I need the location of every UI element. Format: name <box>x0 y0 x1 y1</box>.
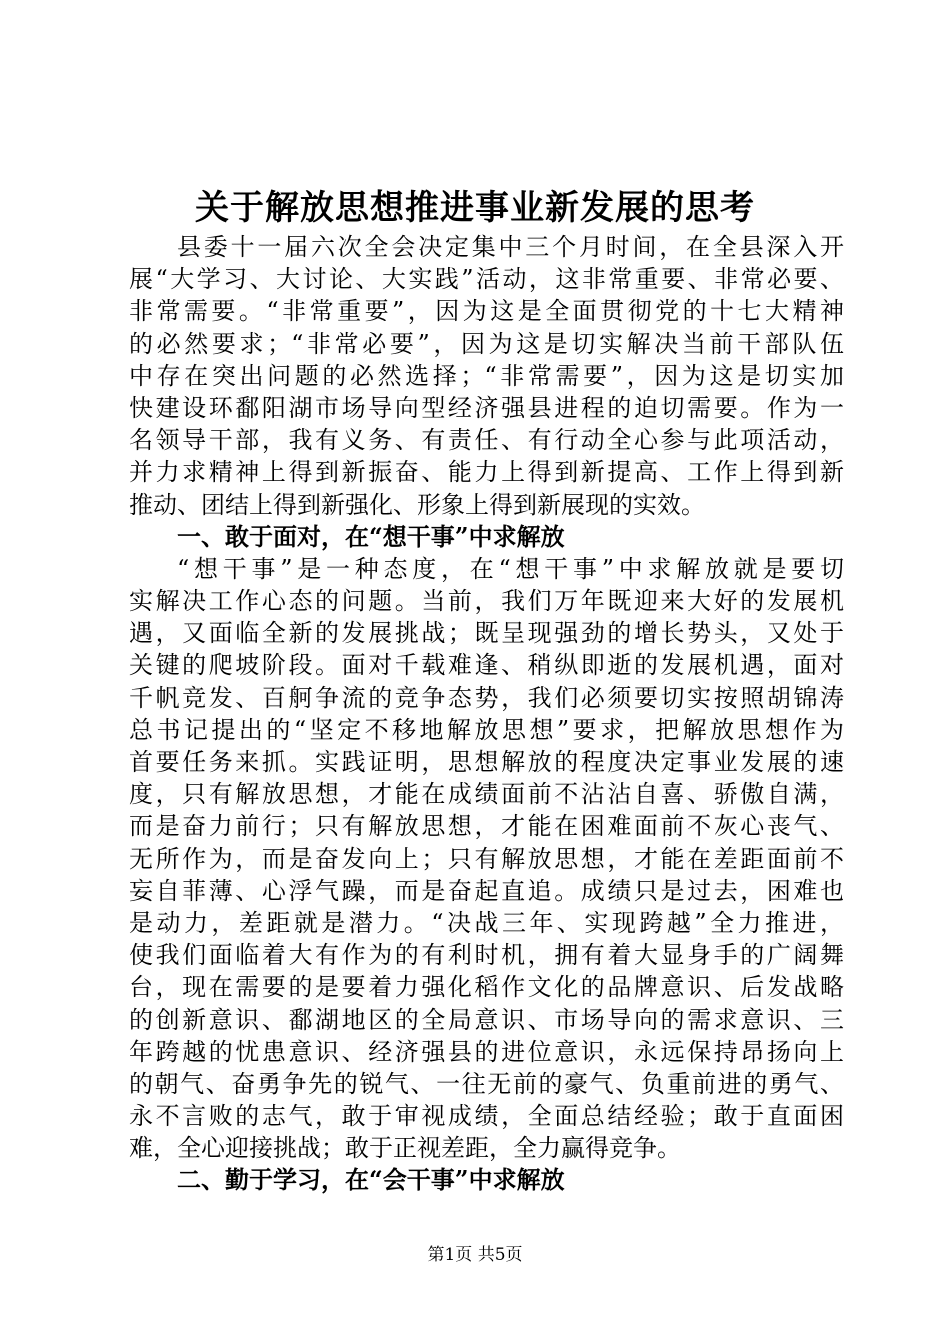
section-heading-1: 一、敢于面对，在“想干事”中求解放 <box>177 521 565 551</box>
section1-line: 首要任务来抓。实践证明，思想解放的程度决定事业发展的速 <box>129 748 844 776</box>
intro-line: 名领导干部，我有义务、有责任、有行动全心参与此项活动， <box>129 426 844 455</box>
intro-line: 中存在突出问题的必然选择；“非常需要”，因为这是切实加 <box>129 361 844 390</box>
section1-line: 难，全心迎接挑战；敢于正视差距，全力赢得竞争。 <box>129 1134 681 1163</box>
section1-line: 的朝气、奋勇争先的锐气、一往无前的豪气、负重前进的勇气、 <box>129 1069 844 1098</box>
section1-line: 实解决工作心态的问题。当前，我们万年既迎来大好的发展机 <box>129 587 844 616</box>
section-heading-2: 二、勤于学习，在“会干事”中求解放 <box>177 1165 565 1195</box>
section1-line: 遇，又面临全新的发展挑战；既呈现强劲的增长势头，又处于 <box>129 619 844 648</box>
intro-line: 县委十一届六次全会决定集中三个月时间，在全县深入开 <box>177 233 844 261</box>
intro-line: 推动、团结上得到新强化、形象上得到新展现的实效。 <box>129 490 705 519</box>
intro-line: 非常需要。“非常重要”，因为这是全面贯彻党的十七大精神 <box>129 297 844 326</box>
section1-line: 度，只有解放思想，才能在成绩面前不沾沾自喜、骄傲自满， <box>129 780 844 809</box>
intro-line: 展“大学习、大讨论、大实践”活动，这非常重要、非常必要、 <box>129 265 844 294</box>
section1-line: 而是奋力前行；只有解放思想，才能在困难面前不灰心丧气、 <box>129 812 844 841</box>
section1-line: 是动力，差距就是潜力。“决战三年、实现跨越”全力推进， <box>129 908 844 937</box>
section1-line: 无所作为，而是奋发向上；只有解放思想，才能在差距面前不 <box>129 844 844 873</box>
section1-line: 年跨越的忧患意识、经济强县的进位意识，永远保持昂扬向上 <box>129 1037 844 1066</box>
section1-line: 永不言败的志气，敢于审视成绩，全面总结经验；敢于直面困 <box>129 1102 844 1131</box>
document-title: 关于解放思想推进事业新发展的思考 <box>195 188 755 228</box>
section1-line: 妄自菲薄、心浮气躁，而是奋起直追。成绩只是过去，困难也 <box>129 876 844 905</box>
section1-line: 使我们面临着大有作为的有利时机，拥有着大显身手的广阔舞 <box>129 941 844 970</box>
intro-line: 的必然要求；“非常必要”，因为这是切实解决当前干部队伍 <box>129 329 844 358</box>
section1-line: 关键的爬坡阶段。面对千载难逢、稍纵即逝的发展机遇，面对 <box>129 651 844 680</box>
section1-line: 的创新意识、鄱湖地区的全局意识、市场导向的需求意识、三 <box>129 1005 844 1034</box>
section1-line: 台，现在需要的是要着力强化稻作文化的品牌意识、后发战略 <box>129 973 844 1002</box>
section1-line: 千帆竞发、百舸争流的竞争态势，我们必须要切实按照胡锦涛 <box>129 683 844 712</box>
document-body <box>129 231 844 1197</box>
section1-line: “想干事”是一种态度，在“想干事”中求解放就是要切 <box>177 554 844 583</box>
intro-line: 并力求精神上得到新振奋、能力上得到新提高、工作上得到新 <box>129 458 844 487</box>
intro-line: 快建设环鄱阳湖市场导向型经济强县进程的迫切需要。作为一 <box>129 393 844 422</box>
section1-line: 总书记提出的“坚定不移地解放思想”要求，把解放思想作为 <box>129 715 844 744</box>
page-number-footer: 第1页 共5页 <box>427 1245 523 1265</box>
